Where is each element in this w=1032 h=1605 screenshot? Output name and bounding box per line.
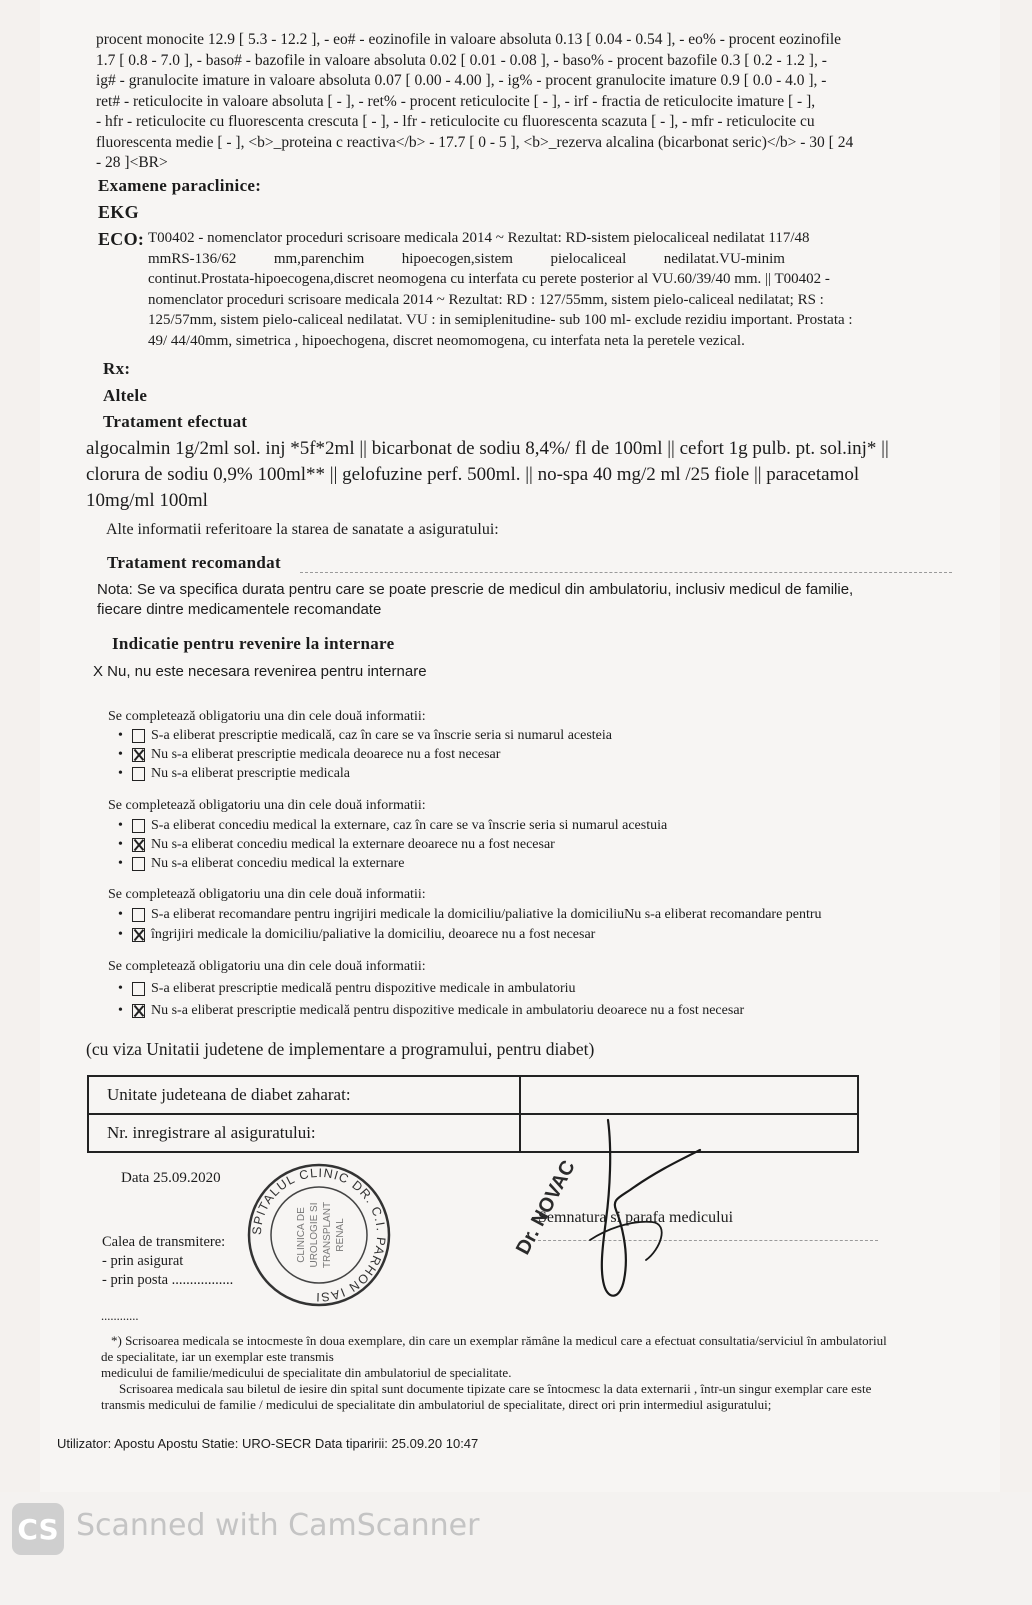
diabet-table [87,1075,859,1153]
footnote-line: medicului de familie/medicului de specialitate din ambulatoriul de specialitate. [101,1365,512,1380]
lab-results-paragraph [96,30,976,174]
footnote-line: *) Scrisoarea medicala se intocmeste în doua exemplare, din care un exemplar rămâne la medicul care a efectuat consultatia/serviciul în ambulatoriul [111,1333,887,1348]
nota-line: fiecare dintre medicamentele recomandate [97,601,382,618]
checkbox-group-title: Se completează obligatoriu una din cele două informatii: [108,959,426,974]
checkbox-label: Nu s-a eliberat concediu medical la externare [151,856,405,871]
altele-label: Altele [103,386,148,405]
camscanner-watermark-text: Scanned with CamScanner [76,1508,480,1543]
table-row [88,1114,858,1152]
footnote-separator: ............ [101,1309,139,1323]
checkbox-row [118,1003,744,1019]
checkbox-label: Nu s-a eliberat prescriptie medicala deoarece nu a fost necesar [151,747,501,762]
nota-line: Nota: Se va specifica durata pentru care se poate prescrie de medicul din ambulatoriu, inclusiv medicul de familie, [97,581,854,598]
stamp-center-line: RENAL [335,1218,346,1252]
stamp-center-line: UROLOGIE SI [309,1202,320,1268]
checkbox-checked[interactable] [132,748,145,762]
parafa-text: Dr. NOVAC [512,1157,580,1259]
camscanner-logo: CS [12,1503,64,1555]
tratament-line: 10mg/ml 100ml [86,490,208,511]
revenire-heading: Indicatie pentru revenire la internare [112,634,395,653]
checkbox-row [118,837,555,853]
checkbox-row [118,747,500,763]
checkbox-row [118,907,822,923]
lab-line: ig# - granulocite imature in valoare absoluta 0.07 [ 0.00 - 4.00 ], - ig% - procent granulocite imature 0.9 [ 0.0 - 4.0 ], - [96,72,827,89]
lab-line: - hfr - reticulocite cu fluorescenta crescuta [ - ], - lfr - reticulocite cu fluorescenta scazuta [ - ], - mfr - reticulocite cu [96,113,815,130]
checkbox-row [118,927,595,943]
rx-label: Rx: [103,359,131,378]
checkbox-label: Nu s-a eliberat prescriptie medicală pentru dispozitive medicale in ambulatoriu deoarece nu a fost necesar [151,1003,745,1018]
lab-line: - 28 ]<BR> [96,154,168,171]
checkbox-group-title: Se completează obligatoriu una din cele două informatii: [108,798,426,813]
checkbox-row [118,766,350,782]
checkbox[interactable] [132,908,145,922]
checkbox[interactable] [132,767,145,781]
checkbox[interactable] [132,857,145,871]
eco-line: continut.Prostata-hipoecogena,discret neomogena cu interfata cu perete posterior al VU.60/39/40 mm. || T00402 - [148,271,830,287]
exam-heading: Examene paraclinice: [98,176,262,195]
lab-line: procent monocite 12.9 [ 5.3 - 12.2 ], - eo# - eozinofile in valoare absoluta 0.13 [ 0.04 - 0.54 ], - eo% - procent eozinofile [96,31,842,48]
checkbox-label: îngrijiri medicale la domiciliu/paliative la domiciliu, deoarece nu a fost necesar [151,927,596,942]
checkbox-label: S-a eliberat concediu medical la externare, caz în care se va înscrie seria si numarul acestuia [151,818,668,833]
bullet: • [118,728,123,743]
bullet: • [118,856,123,871]
table-row [88,1076,858,1114]
tratament-efectuat-heading: Tratament efectuat [103,412,248,431]
semnatura-label: Semnatura si parafa medicului [538,1209,734,1226]
stamp-center-line: TRANSPLANT [322,1201,333,1269]
ekg-label: EKG [98,202,139,222]
footnote-line: Scrisoarea medicala sau biletul de iesire din spital sunt documente tipizate care se întocmesc la data externarii , într-un singur exemplar care este [119,1381,872,1396]
checkbox-label: Nu s-a eliberat concediu medical la externare deoarece nu a fost necesar [151,837,555,852]
bullet: • [118,837,123,852]
bullet: • [118,1003,123,1018]
eco-line: 125/57mm, sistem pielo-caliceal nedilatat. VU : in semiplenitudine- sub 100 ml- exclude rezidiu important. Prostata : [148,312,853,328]
table-cell-label: Nr. inregistrare al asiguratului: [88,1114,520,1152]
lab-line: ret# - reticulocite in valoare absoluta [ - ], - ret% - procent reticulocite [ - ], - irf - fractia de reticulocite imature [ - ], [96,92,816,110]
checkbox-label: S-a eliberat prescriptie medicală, caz în care se va înscrie seria si numarul acesteia [151,728,612,743]
checkbox[interactable] [132,819,145,833]
checkbox-row [118,856,404,872]
transmitere-title: Calea de transmitere: [102,1234,226,1250]
tratament-efectuat-text [86,436,986,514]
checkbox-checked[interactable] [132,928,145,942]
data-label: Data 25.09.2020 [121,1170,221,1186]
eco-results [148,228,968,351]
lab-line: 1.7 [ 0.8 - 7.0 ], - baso# - bazofile in valoare absoluta 0.02 [ 0.01 - 0.08 ], - baso% - procent bazofile 0.3 [ 0.2 - 1.2 ], - [96,51,827,69]
checkbox-group-title: Se completează obligatoriu una din cele două informatii: [108,709,426,724]
checkbox-checked[interactable] [132,838,145,852]
checkbox-label: S-a eliberat prescriptie medicală pentru dispozitive medicale in ambulatoriu [151,981,576,996]
hospital-stamp [246,1162,392,1308]
checkbox-row [118,728,612,744]
tratament-line: clorura de sodiu 0,9% 100ml** || gelofuzine perf. 500ml. || no-spa 40 mg/2 ml /25 fiole || paracetamol [86,464,860,485]
handwritten-signature [560,1110,730,1310]
bullet: • [118,766,123,781]
checkbox-label: Nu s-a eliberat prescriptie medicala [151,766,351,781]
transmitere-block [102,1233,233,1290]
tratament-recomandat-heading: Tratament recomandat [107,553,281,572]
bullet: • [118,747,123,762]
eco-line: mmRS-136/62 mm,parenchim hipoecogen,sistem pielocaliceal nedilatat.VU-minim [148,250,785,267]
table-cell-label: Unitate judeteana de diabet zaharat: [88,1076,520,1114]
checkbox[interactable] [132,982,145,996]
bullet: • [118,981,123,996]
footnote-text [101,1333,981,1413]
bullet: • [118,818,123,833]
transmitere-item: - prin asigurat [102,1253,184,1269]
checkbox-row [118,818,667,834]
eco-line: nomenclator proceduri scrisoare medicala 2014 ~ Rezultat: RD : 127/55mm, sistem pielo-caliceal nedilatat; RS : [148,291,824,308]
revenire-value: X Nu, nu este necesara revenirea pentru internare [93,663,427,680]
stamp-center-line: CLINICA DE [296,1207,307,1263]
transmitere-item: - prin posta ................. [102,1272,234,1288]
recomandat-divider [300,572,952,573]
footnote-line: transmis medicului de familie / medicului de specialitate din ambulatoriul de specialitate, direct ori prin intermediul asiguratului; [101,1397,772,1412]
nota-text [97,580,853,620]
footnote-line: de specialitate, iar un exemplar este transmis [101,1349,334,1364]
eco-line: T00402 - nomenclator proceduri scrisoare medicala 2014 ~ Rezultat: RD-sistem pielocaliceal nedilatat 117/48 [148,230,810,246]
checkbox-row [118,981,576,997]
utilizator-line: Utilizator: Apostu Apostu Statie: URO-SECR Data tiparirii: 25.09.20 10:47 [57,1436,479,1451]
checkbox-group-title: Se completează obligatoriu una din cele două informatii: [108,887,426,902]
lab-line: fluorescenta medie [ - ], <b>_proteina c reactiva</b> - 17.7 [ 0 - 5 ], <b>_rezerva alcalina (bicarbonat seric)</b> - 30 [ 24 [96,133,854,151]
eco-label: ECO: [98,229,145,249]
tratament-line: algocalmin 1g/2ml sol. inj *5f*2ml || bicarbonat de sodiu 8,4%/ fl de 100ml || cefort 1g pulb. pt. sol.inj* || [86,438,889,459]
table-cell-value[interactable] [520,1076,858,1114]
checkbox-label: S-a eliberat recomandare pentru ingrijiri medicale la domiciliu/paliative la domiciliuNu s-a eliberat recomandare pentru [151,907,822,922]
stamp-ring-text: SPITALUL CLINIC DR. C.I. PARHON IASI [249,1165,389,1305]
bullet: • [118,907,123,922]
bullet: • [118,927,123,942]
checkbox[interactable] [132,729,145,743]
alte-informatii-label: Alte informatii referitoare la starea de sanatate a asiguratului: [106,521,499,538]
checkbox-checked[interactable] [132,1004,145,1018]
eco-line: 49/ 44/40mm, simetrica , hipoechogena, discret neomomogena, cu interfata neta la peretele vezical. [148,332,745,349]
diabet-note: (cu viza Unitatii judetene de implementare a programului, pentru diabet) [86,1039,595,1059]
